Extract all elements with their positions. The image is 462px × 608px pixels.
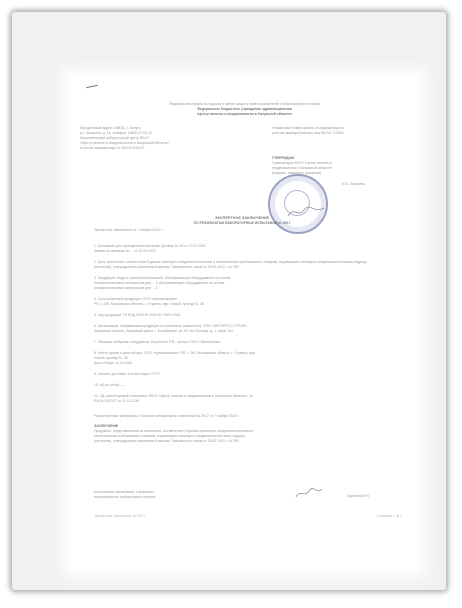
approval-line: эпидемиологии в Калужской области» bbox=[272, 166, 333, 170]
left-block-line: Испытательный лабораторный центр ФБУЗ bbox=[80, 136, 149, 140]
left-block-line: Аттестат аккредитации № RA.RU.510127 bbox=[80, 146, 145, 150]
conclusion-date: Экспертное заключение от 7 ноября 2024 г. bbox=[94, 228, 163, 232]
item-line: полипропиленовых материалов для ... 2 bbox=[94, 286, 158, 290]
item-line: Калужская область, Боровский район, г. Балабаново, ул. 50 лет Октября, д. 1, офис 104 bbox=[94, 329, 233, 333]
conclusion-subtitle: ПО РЕЗУЛЬТАТАМ ЛАБОРАТОРНЫХ ИСПЫТАНИЙ № 3917 bbox=[193, 221, 291, 225]
footer-left: Экспертное заключение № 3917 bbox=[94, 514, 146, 518]
item-line: Заявка на оказание № ... от 10.09.2024 bbox=[94, 249, 156, 253]
item-line: RA.RU.510127 от 21.12.2016 bbox=[94, 399, 140, 403]
item-line: 2. Цель испытаний: соответствие Единым санитарно-эпидемиологическим и гигиеническим требованиям к товарам, подлежащим санитарно-эпидемиологическому надзору bbox=[94, 260, 367, 264]
item-line: Новый, проезд 91, 38 bbox=[94, 356, 128, 360]
item-line: полипропиленовых материалов для ... 1 обслуживающее оборудование на основе bbox=[94, 281, 225, 285]
header-line-1: Федеральная служба по надзору в сфере защиты прав потребителей и благополучия человека bbox=[169, 102, 320, 106]
executor-signature-mark bbox=[294, 486, 324, 500]
results-line: гигиеническим требованиям к товарам, подлежащим санитарно-эпидемиологическому надзору bbox=[94, 434, 245, 438]
signature-role: испытательного лабораторного центра bbox=[94, 495, 156, 499]
item-line: (контролю), утвержденным решением Комиссии Таможенного союза от 28.05.2010 г. № 299 bbox=[94, 265, 239, 269]
header-line-2: Федеральное бюджетное учреждение здравоохранения bbox=[197, 107, 292, 111]
item-line: 4. Срок испытаний продукции: ООО «Кузниязыкова» bbox=[94, 297, 178, 301]
item-line: 7. Образцы отобраны сотрудником: Борисенко Е.В., эксперт ООО «Экспертиза» bbox=[94, 340, 221, 344]
approval-line: (подпись, инициалы, фамилия) bbox=[272, 171, 322, 175]
item-line: 1. Основание для проведения испытаний: Договор № 98 от 17.01.2024 bbox=[94, 244, 206, 248]
results-line: Продукция, представленная на испытания, соответствует Единым санитарно-эпидемиологическим и bbox=[94, 429, 254, 433]
approval-line: Главный врач ФБУЗ «Центр гигиены и bbox=[272, 161, 333, 165]
right-block-line: Уникальный номер записи об аккредитации в bbox=[272, 126, 344, 130]
document-frame bbox=[12, 12, 446, 590]
conclusion-title: ЭКСПЕРТНОЕ ЗАКЛЮЧЕНИЕ bbox=[214, 216, 270, 220]
signature-role: Исполнитель заключения: специалист bbox=[94, 490, 155, 494]
left-block-line: «Центр гигиены и эпидемиологии в Калужской области» bbox=[80, 141, 170, 145]
item-line: 9. Условия доставки: соответствуют ГОСТ bbox=[94, 372, 161, 376]
approval-title: УТВЕРЖДАЮ bbox=[272, 156, 295, 160]
left-block-line: Юридический адрес: 248010, г. Калуга, bbox=[80, 126, 142, 130]
item-line: РФ, г. 249, Московская область, г. Ступино, мкр. Новый, проезд 91, 38 bbox=[94, 302, 204, 306]
page-corner-mark bbox=[86, 85, 98, 88]
signature-name: Хаустова М.Н. bbox=[347, 494, 370, 498]
left-block-line: ул. Чичерина, д. 1а, телефон: (4842) 57-04-70 bbox=[80, 131, 153, 135]
item-line: 3. Продукция: Модуль транспортировочный, обслуживающее оборудование на основе bbox=[94, 276, 231, 280]
results-line: (контролю), утвержденным решением Комиссии Таможенного союза от 28.05.2010 г. № 299 bbox=[94, 439, 239, 443]
results-basis: Рассмотренные материалы: Протокол лабораторных испытаний № 3917 от 7 ноября 2024 г. bbox=[94, 414, 240, 418]
right-block-line: реестре аккредитованных лиц RA.RU.710040 bbox=[272, 131, 344, 135]
footer-right: Страница 1 из 1 bbox=[376, 514, 402, 518]
header-line-3: «Центр гигиены и эпидемиологии в Калужской области» bbox=[196, 112, 293, 116]
item-line: 8. Место, время и дата отбора: ООО «Кузниязыкова», РФ, г. 249, Московская область, г. Ступино, мкр. bbox=[94, 351, 256, 355]
document-page bbox=[72, 78, 417, 568]
results-heading: ЗАКЛЮЧЕНИЕ bbox=[94, 424, 119, 428]
item-line: 6. Организация, направившая продукцию на испытания (заявитель): ООО «ЭКСПРЕСС СТРОЙ» bbox=[94, 324, 247, 328]
item-line: 10. НД на отбор: — bbox=[94, 383, 125, 387]
item-line: 5. Код продукции: ТН ВЭД 3925 90 2000 00 / 9403 2024 bbox=[94, 313, 181, 317]
approval-signer: И.Ф. Засухина bbox=[342, 182, 365, 186]
item-line: Дата отбора: 01.10.2024 bbox=[94, 361, 133, 365]
item-line: 11. НД, используемый испытания: ФБУЗ «Центр гигиены и эпидемиологии в Калужской области», № bbox=[94, 394, 253, 398]
